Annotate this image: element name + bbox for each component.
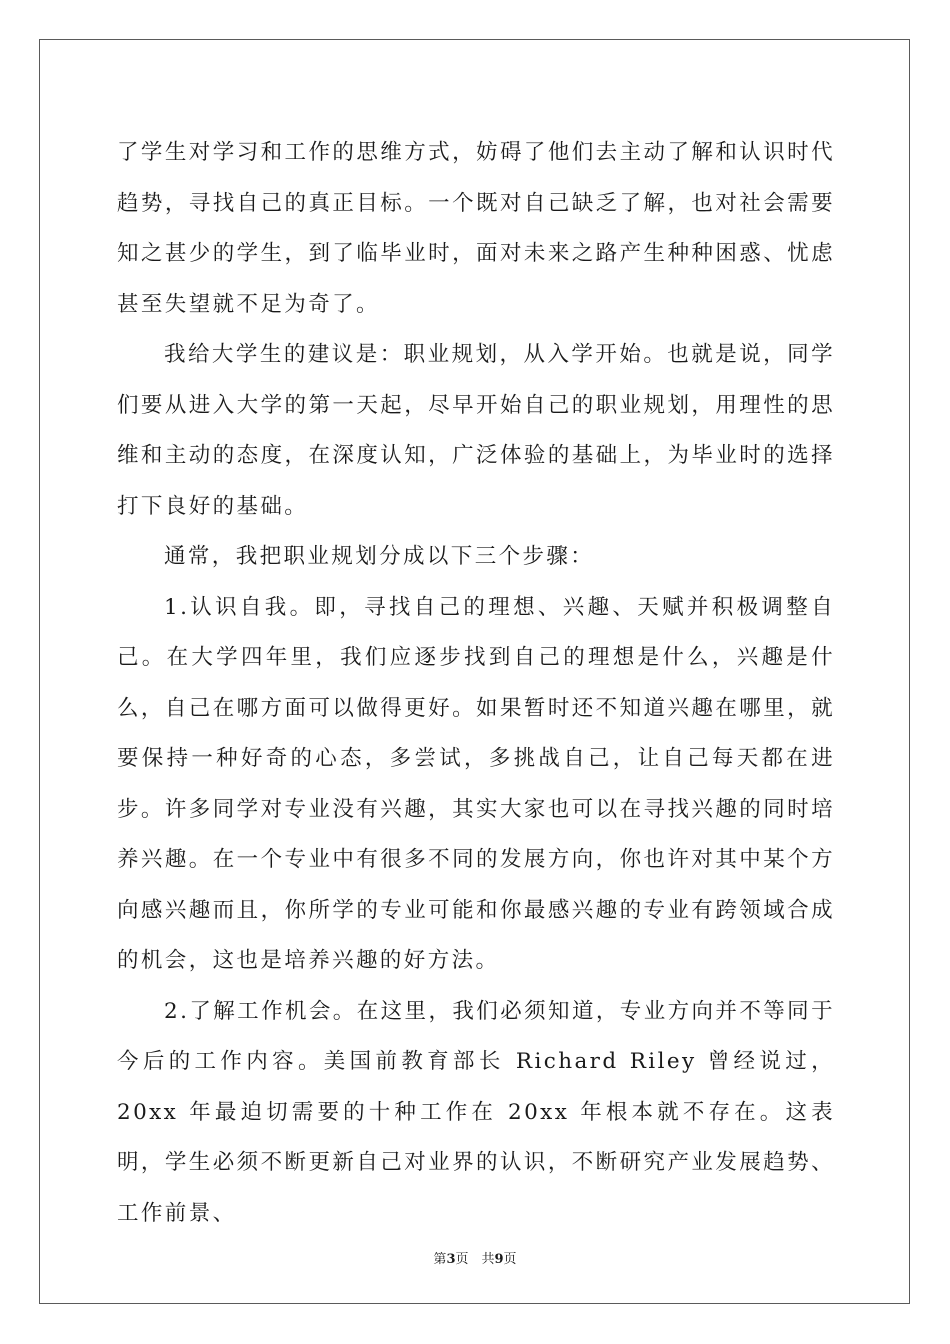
- footer-page-mid: 页 共: [455, 1252, 495, 1267]
- paragraph-5: 2.了解工作机会。在这里，我们必须知道，专业方向并不等同于今后的工作内容。美国前教育部长 Richard Riley 曾经说过，20xx 年最迫切需要的十种工作在 20xx 年根本就不存在。这表明，学生必须不断更新自己对业界的认识，不断研究产业发展趋势、工作前景、: [117, 998, 835, 1226]
- paragraph-2: 我给大学生的建议是：职业规划，从入学开始。也就是说，同学们要从进入大学的第一天起，尽早开始自己的职业规划，用理性的思维和主动的态度，在深度认知，广泛体验的基础上，为毕业时的选择打下良好的基础。: [117, 342, 835, 519]
- document-body: [117, 128, 835, 1239]
- footer-page-current: 3: [446, 1252, 456, 1267]
- paragraph-4: 1.认识自我。即，寻找自己的理想、兴趣、天赋并积极调整自己。在大学四年里，我们应逐步找到自己的理想是什么，兴趣是什么，自己在哪方面可以做得更好。如果暂时还不知道兴趣在哪里，就要保持一种好奇的心态，多尝试，多挑战自己，让自己每天都在进步。许多同学对专业没有兴趣，其实大家也可以在寻找兴趣的同时培养兴趣。在一个专业中有很多不同的发展方向，你也许对其中某个方向感兴趣而且，你所学的专业可能和你最感兴趣的专业有跨领域合成的机会，这也是培养兴趣的好方法。: [117, 594, 835, 973]
- page-footer: [0, 1248, 950, 1267]
- footer-page-total: 9: [494, 1252, 504, 1267]
- footer-page-suffix: 页: [503, 1252, 517, 1267]
- footer-page-prefix: 第: [433, 1252, 447, 1267]
- paragraph-3: 通常，我把职业规划分成以下三个步骤：: [164, 544, 595, 569]
- paragraph-1: 了学生对学习和工作的思维方式，妨碍了他们去主动了解和认识时代趋势，寻找自己的真正目标。一个既对自己缺乏了解，也对社会需要知之甚少的学生，到了临毕业时，面对未来之路产生种种困惑、忧虑甚至失望就不足为奇了。: [117, 140, 835, 317]
